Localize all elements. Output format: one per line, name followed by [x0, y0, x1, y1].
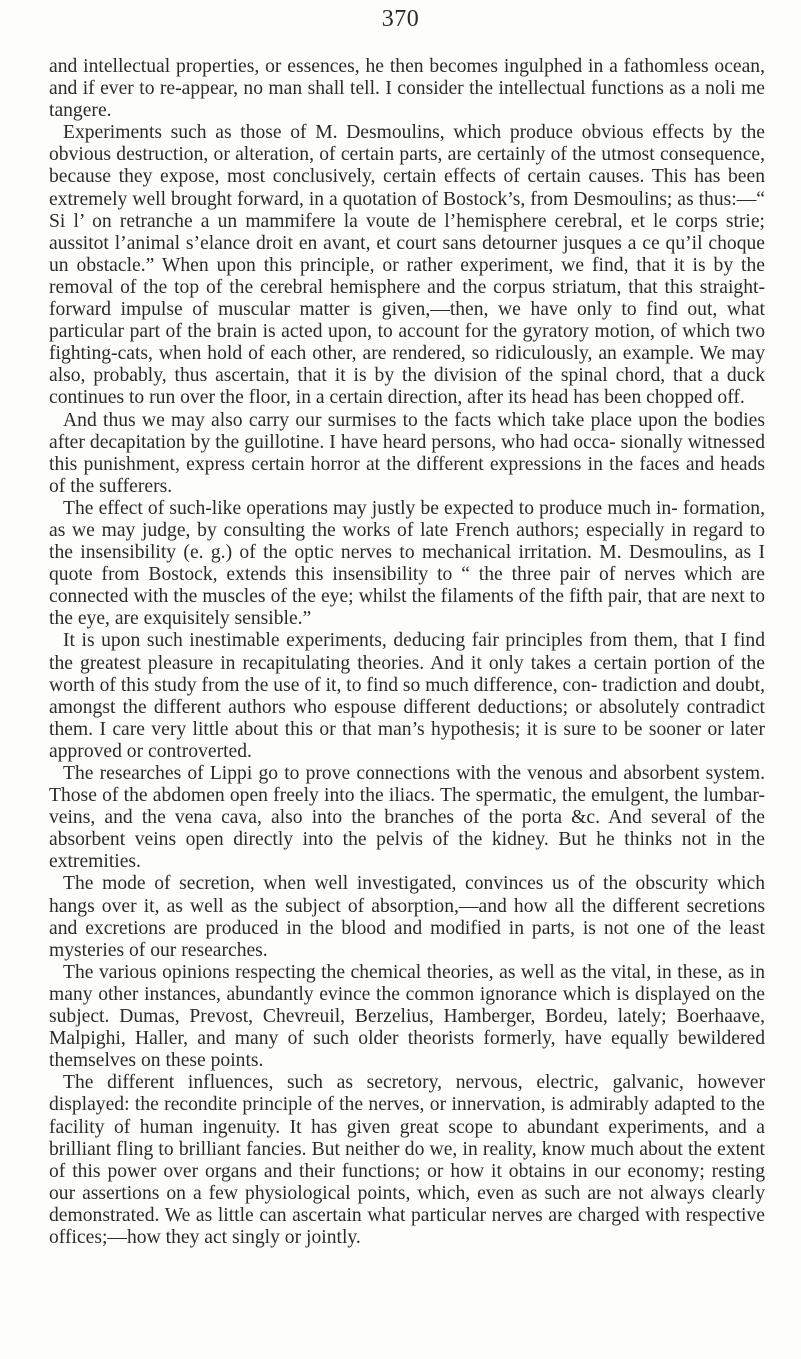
paragraph-6: The researches of Lippi go to prove connections with the venous and absorbent system. Those of the abdomen open freely into the iliacs. The spermatic, the emulgent, the lumbar-veins, and the vena cava, also into the branches of the porta &c. And several of the absorbent veins open directly into the pelvis of the kidney. But he thinks not in the extremities.: [49, 763, 765, 873]
paragraph-8: The various opinions respecting the chemical theories, as well as the vital, in these, as in many other instances, abundantly evince the common ignorance which is displayed on the subject. Dumas, Prevost, Chevreuil, Berzelius, Hamberger, Bordeu, lately; Boerhaave, Malpighi, Haller, and many of such older theorists formerly, have equally bewildered themselves on these points.: [49, 961, 765, 1072]
paragraph-1: and intellectual properties, or essences, he then becomes ingulphed in a fathomless ocean, and if ever to re-appear, no man shall tell. I consider the intellectual functions as a noli me tangere.: [49, 56, 765, 122]
body-text: [49, 56, 765, 1249]
paragraph-2: Experiments such as those of M. Desmoulins, which produce obvious effects by the obvious destruction, or alteration, of certain parts, are certainly of the utmost consequence, because they expose, most conclusively, certain effects of certain causes. This has been extremely well brought forward, in a quotation of Bostock’s, from Desmoulins; as thus:—“ Si l’ on retranche a un mammifere la voute de l’hemisphere cerebral, et le corps strie; aussitot l’animal s’elance droit en avant, et court sans detourner jusques a ce qu’il choque un obstacle.” When upon this principle, or rather experiment, we find, that it is by the removal of the top of the cerebral hemisphere and the corpus striatum, that this straight-forward impulse of muscular matter is given,—then, we have only to find out, what particular part of the brain is acted upon, to account for the gyratory motion, of which two fighting-cats, when hold of each other, are rendered, so ridiculously, an example. We may also, probably, thus ascertain, that it is by the division of the spinal chord, that a duck continues to run over the floor, in a certain direction, after its head has been chopped off.: [49, 122, 765, 409]
paragraph-4: The effect of such-like operations may justly be expected to produce much in- formation, as we may judge, by consulting the works of late French authors; especially in regard to the insensibility (e. g.) of the optic nerves to mechanical irritation. M. Desmoulins, as I quote from Bostock, extends this insensibility to “ the three pair of nerves which are connected with the muscles of the eye; whilst the filaments of the fifth pair, that are next to the eye, are exquisitely sensible.”: [49, 497, 765, 630]
paragraph-3: And thus we may also carry our surmises to the facts which take place upon the bodies after decapitation by the guillotine. I have heard persons, who had occa- sionally witnessed this punishment, express certain horror at the different expressions in the faces and heads of the sufferers.: [49, 409, 765, 497]
paragraph-9: The different influences, such as secretory, nervous, electric, galvanic, however displayed: the recondite principle of the nerves, or innervation, is admirably adapted to the facility of human ingenuity. It has given great scope to abundant experiments, and a brilliant fling to brilliant fancies. But neither do we, in reality, know much about the extent of this power over organs and their functions; or how it obtains in our economy; resting our assertions on a few physiological points, which, even as such are not always clearly demonstrated. We as little can ascertain what particular nerves are charged with respective offices;—how they act singly or jointly.: [49, 1072, 765, 1248]
page-number: 370: [381, 6, 420, 32]
paragraph-5: It is upon such inestimable experiments, deducing fair principles from them, that I find the greatest pleasure in recapitulating theories. And it only takes a certain portion of the worth of this study from the use of it, to find so much difference, con- tradiction and doubt, amongst the different authors who espouse different deductions; or absolutely contradict them. I care very little about this or that man’s hypothesis; it is sure to be sooner or later approved or controverted.: [49, 630, 765, 762]
paragraph-7: The mode of secretion, when well investigated, convinces us of the obscurity which hangs over it, as well as the subject of absorption,—and how all the different secretions and excretions are produced in the blood and modified in parts, is not one of the least mysteries of our researches.: [49, 873, 765, 961]
